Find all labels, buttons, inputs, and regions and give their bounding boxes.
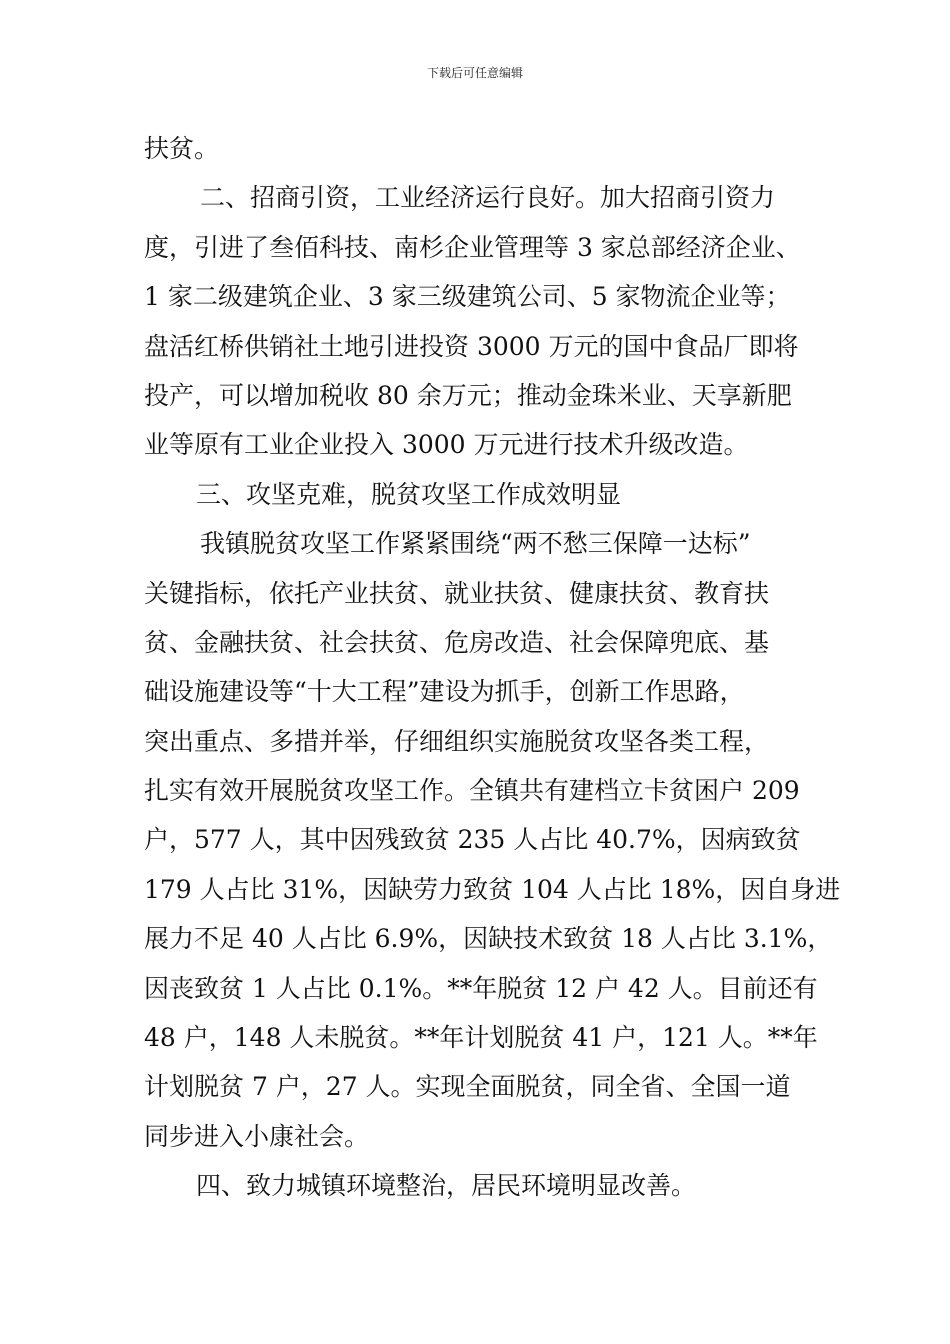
text-line: 础设施建设等“十大工程”建设为抓手，创新工作思路， [144,677,745,707]
text-line: 户，577 人，其中因残致贫 235 人占比 40.7%，因病致贫 [144,825,801,855]
paragraph-start: 我镇脱贫攻坚工作紧紧围绕“两不愁三保障一达标” [200,529,751,559]
text-line: 关键指标，依托产业扶贫、就业扶贫、健康扶贫、教育扶 [144,578,770,608]
text-line: 因丧致贫 1 人占比 0.1%。**年脱贫 12 户 42 人。目前还有 [144,973,818,1003]
text-line: 同步进入小康社会。 [144,1121,370,1151]
document-body [144,124,841,1211]
text-line: 1 家二级建筑企业、3 家三级建筑公司、5 家物流企业等； [144,282,791,312]
page-header-note: 下载后可任意编辑 [426,66,523,80]
text-line: 投产，可以增加税收 80 余万元；推动金珠米业、天享新肥 [144,380,792,410]
text-line: 179 人占比 31%，因缺劳力致贫 104 人占比 18%，因自身进 [144,874,841,904]
text-line: 业等原有工业企业投入 3000 万元进行技术升级改造。 [144,430,749,460]
text-line: 计划脱贫 7 户，27 人。实现全面脱贫，同全省、全国一道 [144,1072,791,1102]
text-line: 扶贫。 [144,134,220,163]
text-line: 扎实有效开展脱贫攻坚工作。全镇共有建档立卡贫困户 209 [144,776,800,806]
text-line: 度，引进了叁佰科技、南杉企业管理等 3 家总部经济企业、 [144,232,801,262]
section-heading-environment: 四、致力城镇环境整治，居民环境明显改善。 [196,1171,697,1201]
text-line: 展力不足 40 人占比 6.9%，因缺技术致贫 18 人占比 3.1%， [144,924,833,954]
section-heading-investment: 二、招商引资，工业经济运行良好。加大招商引资力 [200,183,776,213]
section-heading-poverty: 三、攻坚克难，脱贫攻坚工作成效明显 [196,479,622,509]
text-line: 突出重点、多措并举，仔细组织实施脱贫攻坚各类工程， [144,726,770,756]
text-line: 48 户，148 人未脱贫。**年计划脱贫 41 户，121 人。**年 [144,1023,818,1053]
text-line: 盘活红桥供销社土地引进投资 3000 万元的国中食品厂即将 [144,331,799,361]
text-line: 贫、金融扶贫、社会扶贫、危房改造、社会保障兜底、基 [144,627,770,657]
